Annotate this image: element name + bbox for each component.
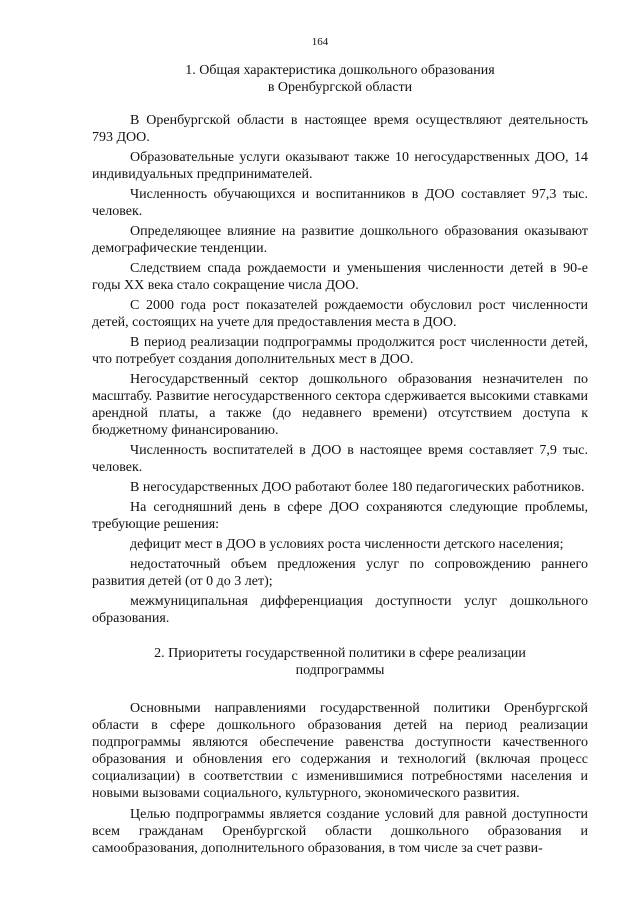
- section-1-heading-line-1: 1. Общая характеристика дошкольного образования: [185, 63, 495, 78]
- section-general-characteristics: [92, 62, 588, 627]
- paragraph: Определяющее влияние на развитие дошкольного образования оказывают демографические тенденции.: [92, 224, 588, 256]
- section-2-heading-line-2: подпрограммы: [295, 663, 385, 678]
- paragraph: Численность воспитателей в ДОО в настоящее время составляет 7,9 тыс. человек.: [92, 443, 588, 475]
- paragraph: В Оренбургской области в настоящее время осуществляют деятельность 793 ДОО.: [92, 113, 588, 145]
- document-body: [92, 62, 588, 861]
- section-1-heading: [92, 62, 588, 96]
- paragraph: Численность обучающихся и воспитанников в ДОО составляет 97,3 тыс. человек.: [92, 187, 588, 219]
- section-state-policy-priorities: [92, 645, 588, 857]
- section-1-heading-line-2: в Оренбургской области: [267, 80, 413, 95]
- paragraph: Образовательные услуги оказывают также 10 негосударственных ДОО, 14 индивидуальных предпринимателей.: [92, 150, 588, 182]
- paragraph: Следствием спада рождаемости и уменьшения численности детей в 90-е годы XX века стало сокращение числа ДОО.: [92, 261, 588, 293]
- list-item: недостаточный объем предложения услуг по сопровождению раннего развития детей (от 0 до 3 лет);: [92, 557, 588, 589]
- paragraph: В негосударственных ДОО работают более 180 педагогических работников.: [130, 480, 585, 495]
- paragraph: С 2000 года рост показателей рождаемости обусловил рост численности детей, состоящих на учете для предоставления места в ДОО.: [92, 298, 588, 330]
- paragraph: В период реализации подпрограммы продолжится рост численности детей, что потребует создания дополнительных мест в ДОО.: [92, 335, 588, 367]
- paragraph: Основными направлениями государственной политики Оренбургской области в сфере дошкольного образования детей на период реализации подпрограммы являются обеспечение равенства доступности качественного образования и обновления его содержания и технологий (включая процесс социализации) в соответствии с изменившимися потребностями населения и новыми вызовами социального, культурного, экономического развития.: [92, 701, 588, 801]
- paragraph: Негосударственный сектор дошкольного образования незначителен по масштабу. Развитие негосударственного сектора сдерживается высокими ставками арендной платы, а также (до недавнего времени) отсутствием доступа к бюджетному финансированию.: [92, 372, 588, 438]
- list-item: межмуниципальная дифференциация доступности услуг дошкольного образования.: [92, 594, 588, 626]
- section-2-heading-line-1: 2. Приоритеты государственной политики в сфере реализации: [154, 646, 526, 661]
- page-number: 164: [311, 36, 329, 48]
- paragraph: На сегодняшний день в сфере ДОО сохраняются следующие проблемы, требующие решения:: [92, 500, 588, 532]
- section-2-heading: [92, 645, 588, 679]
- paragraph: Целью подпрограммы является создание условий для равной доступности всем гражданам Оренбургской области дошкольного образования и самообразования, дополнительного образования, в том числе за счет разви-: [92, 807, 588, 856]
- list-item: дефицит мест в ДОО в условиях роста численности детского населения;: [130, 537, 564, 552]
